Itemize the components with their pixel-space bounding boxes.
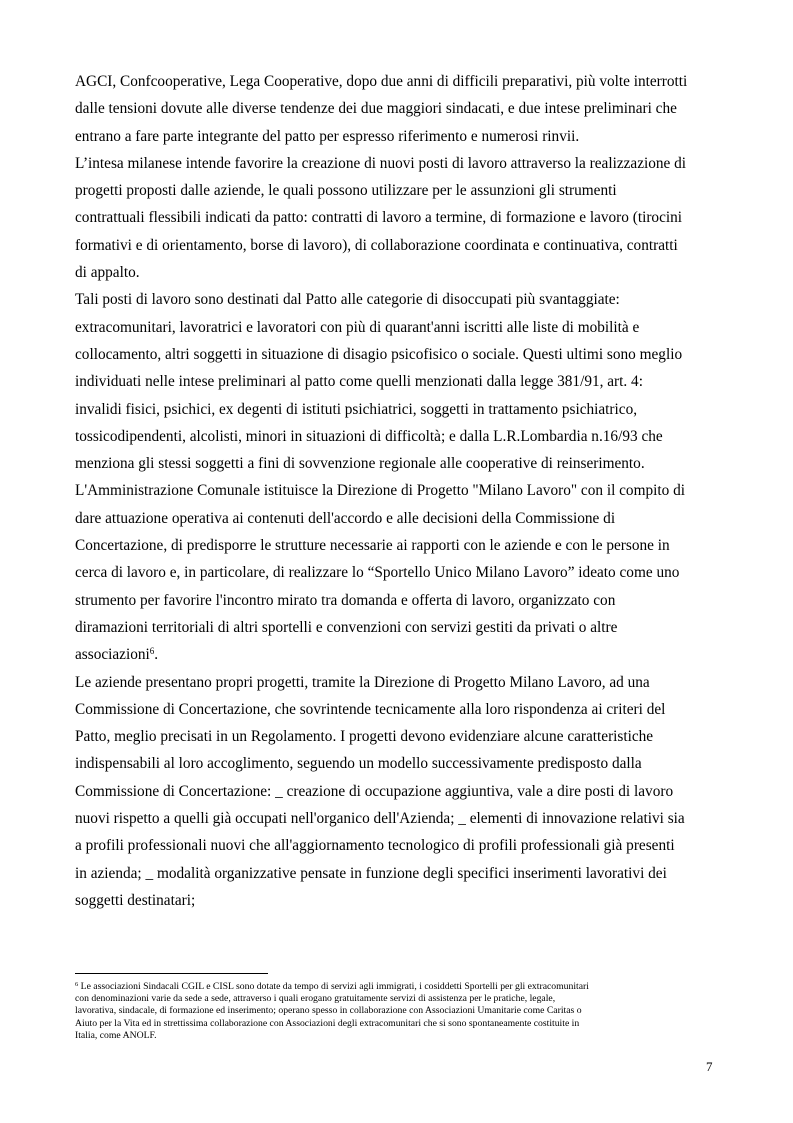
text-line: Tali posti di lavoro sono destinati dal Patto alle categorie di disoccupati più svantaggiate: (75, 291, 620, 309)
text-line: indispensabili al loro accoglimento, seguendo un modello successivamente predisposto dalla (75, 755, 642, 773)
text-line: tossicodipendenti, alcolisti, minori in situazioni di difficoltà; e dalla L.R.Lombardia n.16/93 che (75, 427, 663, 445)
footnote-line: lavorativa, sindacale, di formazione ed inserimento; operano spesso in collaborazione con Associazioni Umanitarie come Caritas o (75, 1005, 582, 1017)
text-line: AGCI, Confcooperative, Lega Cooperative, dopo due anni di difficili preparativi, più volte interrotti (75, 73, 688, 90)
text-line: entrano a fare parte integrante del patto per espresso riferimento e numerosi rinvii. (75, 127, 580, 145)
footnote-separator (75, 973, 268, 974)
footnote-line: Italia, come ANOLF. (75, 1029, 157, 1041)
footnote-line: con denominazioni varie da sede a sede, attraverso i quali erogano gratuitamente servizi di assistenza per le pratiche, legale, (75, 993, 556, 1005)
body-text (75, 68, 719, 914)
text-line: a profili professionali nuovi che all'aggiornamento tecnologico di profili professionali già presenti (75, 837, 675, 855)
text-line: Le aziende presentano propri progetti, tramite la Direzione di Progetto Milano Lavoro, ad una (75, 673, 650, 691)
footnote-line (75, 981, 725, 993)
text-segment: . (154, 646, 159, 664)
text-line: strumento per favorire l'incontro mirato tra domanda e offerta di lavoro, organizzato con (75, 591, 616, 609)
text-line: nuovi rispetto a quelli già occupati nell'organico dell'Azienda; _ elementi di innovazione relativi sia (75, 810, 685, 828)
text-line: in azienda; _ modalità organizzative pensate in funzione degli specifici inserimenti lavorativi dei (75, 864, 667, 882)
page-number: 7 (706, 1059, 713, 1074)
text-line: L’intesa milanese intende favorire la creazione di nuovi posti di lavoro attraverso la realizzazione di (75, 154, 687, 172)
text-line: cerca di lavoro e, in particolare, di realizzare lo “Sportello Unico Milano Lavoro” ideato come uno (75, 564, 680, 582)
text-line: invalidi fisici, psichici, ex degenti di istituti psichiatrici, soggetti in trattamento psichiatrico, (75, 400, 638, 418)
text-line: diramazioni territoriali di altri sportelli e convenzioni con servizi gestiti da privati o altre (75, 618, 618, 636)
footnote-text: Le associazioni Sindacali CGIL e CISL sono dotate da tempo di servizi agli immigrati, i cosiddetti Sportelli per gli extracomunitari (78, 981, 589, 992)
footnote-reference[interactable]: 6 (149, 646, 155, 657)
text-line: contrattuali flessibili indicati da patto: contratti di lavoro a termine, di formazione e lavoro (tirocini (75, 209, 683, 227)
page-body (75, 68, 719, 914)
text-line: extracomunitari, lavoratrici e lavoratori con più di quarant'anni iscritti alle liste di mobilità e (75, 318, 640, 336)
text-line: Patto, meglio precisati in un Regolamento. I progetti devono evidenziare alcune caratteristiche (75, 728, 654, 746)
text-line: progetti proposti dalle aziende, le quali possono utilizzare per le assunzioni gli strumenti (75, 182, 617, 200)
text-line: Commissione di Concertazione, che sovrintende tecnicamente alla loro rispondenza ai criteri del (75, 700, 666, 718)
text-line: collocamento, altri soggetti in situazione di disagio psicofisico o sociale. Questi ultimi sono meglio (75, 345, 683, 363)
footnote (75, 981, 725, 1042)
text-line: soggetti destinatari; (75, 891, 196, 909)
text-line-footnote-ref (75, 641, 719, 668)
text-line: di appalto. (75, 264, 140, 282)
text-line: dare attuazione operativa ai contenuti dell'accordo e alle decisioni della Commissione di (75, 509, 616, 527)
text-line: dalle tensioni dovute alle diverse tendenze dei due maggiori sindacati, e due intese preliminari che (75, 100, 677, 118)
text-line: menziona gli stessi soggetti a fini di sovvenzione regionale alle cooperative di reinserimento. (75, 455, 645, 473)
text-line: Commissione di Concertazione: _ creazione di occupazione aggiuntiva, vale a dire posti di lavoro (75, 782, 674, 800)
text-line: Concertazione, di predisporre le strutture necessarie ai rapporti con le aziende e con le persone in (75, 537, 670, 555)
text-segment: associazioni (75, 646, 150, 664)
text-line: formativi e di orientamento, borse di lavoro), di collaborazione coordinata e continuativa, contratti (75, 236, 678, 254)
footnote-marker: 6 (75, 981, 79, 988)
footnote-line: Aiuto per la Vita ed in strettissima collaborazione con Associazioni degli extracomunitari che si sono spontaneamente costituite in (75, 1017, 580, 1029)
text-line: individuati nelle intese preliminari al patto come quelli menzionati dalla legge 381/91, art. 4: (75, 373, 643, 391)
text-line: L'Amministrazione Comunale istituisce la Direzione di Progetto "Milano Lavoro" con il compito di (75, 482, 686, 500)
